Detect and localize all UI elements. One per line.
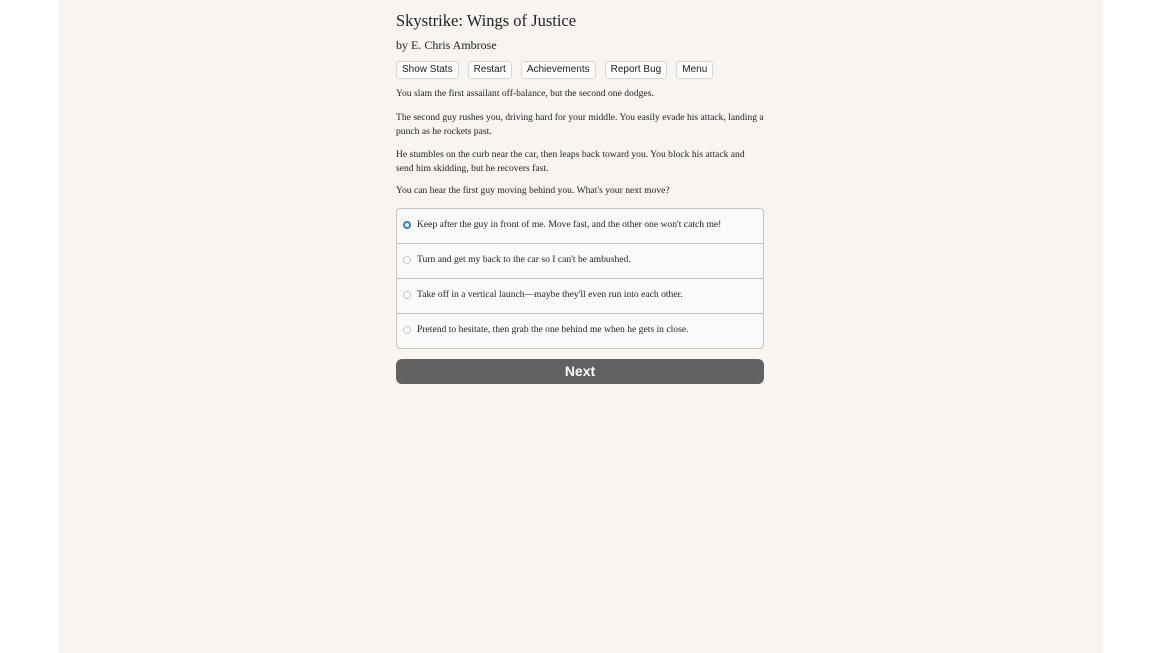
radio-icon[interactable] [403, 326, 411, 334]
page-background [58, 0, 1103, 653]
radio-selected-icon[interactable] [403, 221, 411, 229]
toolbar [396, 61, 713, 79]
choice-label: Keep after the guy in front of me. Move fast, and the other one won't catch me! [417, 219, 722, 230]
achievements-button[interactable]: Achievements [521, 61, 596, 79]
radio-icon[interactable] [403, 256, 411, 264]
menu-button[interactable]: Menu [676, 61, 713, 79]
story-paragraph: The second guy rushes you, driving hard for your middle. You easily evade his attack, landing a punch as he rockets past. [396, 112, 764, 137]
next-button[interactable]: Next [396, 359, 764, 384]
show-stats-button[interactable]: Show Stats [396, 61, 459, 79]
choice-option-1[interactable] [397, 209, 763, 243]
choice-option-2[interactable] [397, 243, 763, 278]
story-paragraph: He stumbles on the curb near the car, then leaps back toward you. You block his attack and send him skidding, but he recovers fast. [396, 149, 745, 174]
choice-list [396, 208, 764, 349]
story-paragraph: You can hear the first guy moving behind you. What's your next move? [396, 185, 670, 196]
restart-button[interactable]: Restart [468, 61, 512, 79]
choice-label: Turn and get my back to the car so I can't be ambushed. [417, 254, 631, 265]
story-paragraph: You slam the first assailant off-balance, but the second one dodges. [396, 88, 654, 99]
game-title: Skystrike: Wings of Justice [396, 11, 577, 30]
report-bug-button[interactable]: Report Bug [605, 61, 668, 79]
choice-option-3[interactable] [397, 278, 763, 313]
radio-icon[interactable] [403, 291, 411, 299]
choice-option-4[interactable] [397, 313, 763, 348]
game-author: by E. Chris Ambrose [396, 38, 497, 52]
choice-label: Pretend to hesitate, then grab the one behind me when he gets in close. [417, 324, 689, 335]
choice-label: Take off in a vertical launch—maybe they'll even run into each other. [417, 289, 683, 300]
